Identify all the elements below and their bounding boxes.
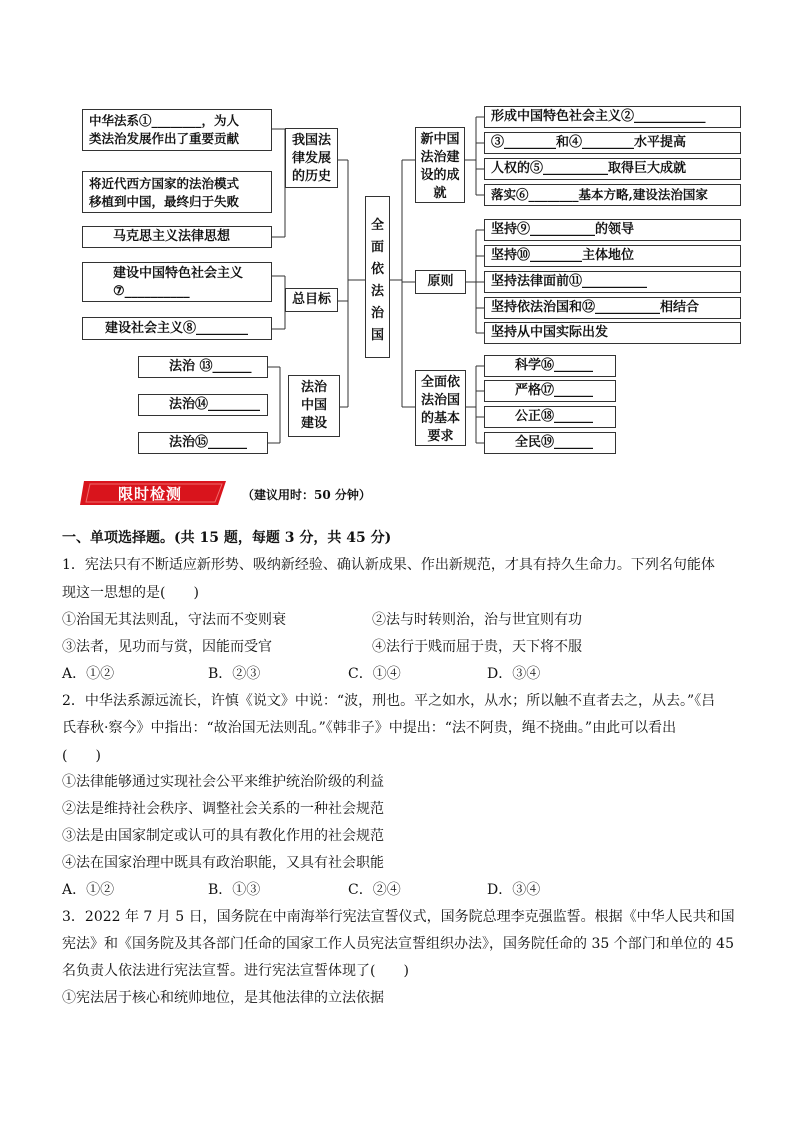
build-item-1: 法治 ⑬______ (138, 356, 268, 378)
requirement-item-2: 严格⑰______ (484, 380, 616, 402)
history-item-1: 中华法系①________，为人 类法治发展作出了重要贡献 (82, 109, 272, 151)
q2-choice-b[interactable]: B．①③ (208, 882, 261, 898)
goal-item-2: 建设社会主义⑧________ (82, 317, 272, 340)
principle-item-4: 坚持依法治国和⑫__________相结合 (484, 297, 741, 319)
q2-stem-line1: 2．中华法系源远流长，许慎《说文》中说：“波，刑也。平之如水，从水；所以触不直者去之，从去。”《吕 (62, 693, 716, 709)
q1-choice-d[interactable]: D．③④ (487, 666, 541, 682)
banner-title: 限时检测 (118, 485, 183, 503)
q3-option-1: ①宪法居于核心和统帅地位，是其他法律的立法依据 (62, 990, 384, 1006)
q1-option-1: ①治国无其法则乱，守法而不变则衰 (62, 612, 286, 628)
requirement-item-3: 公正⑱______ (484, 406, 616, 428)
principles-label: 原则 (415, 270, 466, 294)
history-item-3: 马克思主义法律思想 (82, 226, 272, 248)
goal-item-1: 建设中国特色社会主义 ⑦__________ (82, 262, 272, 302)
q2-stem-line2: 氏春秋·察今》中指出：“故治国无法则乱。”《韩非子》中提出：“法不阿贵，绳不挠曲。”由此可以看出 (62, 720, 677, 736)
center-topic: 全 面 依 法 治 国 (365, 196, 390, 358)
q2-option-4: ④法在国家治理中既具有政治职能，又具有社会职能 (62, 855, 384, 871)
q1-choice-c[interactable]: C．①④ (348, 666, 401, 682)
achievement-item-1: 形成中国特色社会主义②___________ (484, 106, 741, 128)
q1-option-4: ④法行于贱而屈于贵，天下将不服 (372, 639, 582, 655)
time-hint: （建议用时：50 分钟） (242, 488, 371, 502)
build-item-2: 法治⑭________ (138, 394, 268, 416)
achievement-item-3: 人权的⑤__________取得巨大成就 (484, 158, 741, 180)
history-label: 我国法 律发展 的历史 (285, 128, 338, 188)
achievement-item-2: ③________和④________水平提高 (484, 132, 741, 154)
q1-choice-a[interactable]: A．①② (62, 666, 115, 682)
q2-choice-d[interactable]: D．③④ (487, 882, 541, 898)
q1-option-3: ③法者，见功而与赏，因能而受官 (62, 639, 272, 655)
principle-item-3: 坚持法律面前⑪__________ (484, 271, 741, 293)
requirement-item-4: 全民⑲______ (484, 432, 616, 454)
q2-choice-a[interactable]: A．①② (62, 882, 115, 898)
q2-option-3: ③法是由国家制定或认可的具有教化作用的社会规范 (62, 828, 384, 844)
q2-option-2: ②法是维持社会秩序、调整社会关系的一种社会规范 (62, 801, 384, 817)
achievements-label: 新中国 法治建 设的成 就 (415, 127, 465, 203)
q1-option-2: ②法与时转则治，治与世宜则有功 (372, 612, 582, 628)
q3-stem-line1: 3．2022 年 7 月 5 日，国务院在中南海举行宪法宣誓仪式，国务院总理李克强监誓。根据《中华人民共和国 (62, 909, 735, 925)
requirement-item-1: 科学⑯______ (484, 355, 616, 377)
build-item-3: 法治⑮______ (138, 432, 268, 454)
q2-choice-c[interactable]: C．②④ (348, 882, 401, 898)
principle-item-5: 坚持从中国实际出发 (484, 322, 741, 344)
goal-label: 总目标 (285, 288, 338, 312)
achievement-item-4: 落实⑥________基本方略,建设法治国家 (484, 184, 741, 206)
q2-stem-line3: ( ) (62, 748, 101, 764)
q1-stem-line2: 现这一思想的是( ) (62, 585, 199, 601)
history-item-2: 将近代西方国家的法治模式 移植到中国，最终归于失败 (82, 171, 272, 213)
principle-item-1: 坚持⑨__________的领导 (484, 219, 741, 241)
requirements-label: 全面依 法治国 的基本 要求 (415, 370, 466, 446)
section-title: 一、单项选择题。(共 15 题，每题 3 分，共 45 分) (62, 530, 392, 546)
build-label: 法治 中国 建设 (288, 375, 340, 437)
q1-stem-line1: 1．宪法只有不断适应新形势、吸纳新经验、确认新成果、作出新规范，才具有持久生命力。下列名句能体 (62, 557, 715, 573)
q1-choice-b[interactable]: B．②③ (208, 666, 261, 682)
q2-option-1: ①法律能够通过实现社会公平来维护统治阶级的利益 (62, 774, 384, 790)
principle-item-2: 坚持⑩________主体地位 (484, 245, 741, 267)
q3-stem-line2: 宪法》和《国务院及其各部门任命的国家工作人员宪法宣誓组织办法》，国务院任命的 35 个部门和单位的 45 (62, 936, 734, 952)
q3-stem-line3: 名负责人依法进行宪法宣誓。进行宪法宣誓体现了( ) (62, 963, 409, 979)
